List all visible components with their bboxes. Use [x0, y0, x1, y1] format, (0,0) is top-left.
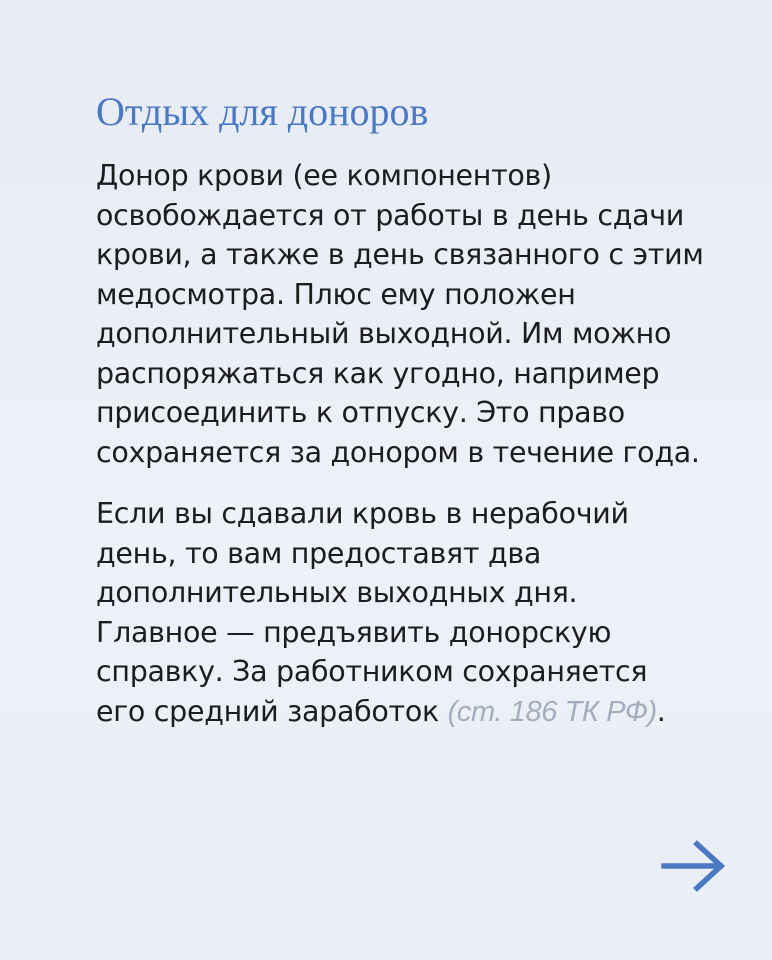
paragraph-1-line: дополнительный выходной. Им можно	[96, 317, 672, 350]
paragraph-2-line: справку. За работником сохраняется	[96, 655, 648, 688]
paragraph-1-line: освобождается от работы в день сдачи	[96, 198, 685, 232]
paragraph-2-last-line-text: его средний заработок	[96, 694, 448, 728]
paragraph-1-line: распоряжаться как угодно, например	[96, 356, 660, 390]
paragraph-2-line: Главное — предъявить донорскую	[96, 615, 612, 649]
paragraph-2-line: дополнительных выходных дня.	[96, 576, 578, 609]
paragraph-2-line: Если вы сдавали кровь в нерабочий	[96, 497, 629, 530]
slide-title: Отдых для доноров	[96, 89, 429, 134]
paragraph-2-last-line	[96, 692, 736, 733]
paragraph-2-end-period: .	[656, 694, 666, 728]
paragraph-1	[96, 156, 736, 472]
next-slide-button[interactable]	[656, 840, 730, 892]
paragraph-2	[96, 494, 736, 732]
law-reference: (ст. 186 ТК РФ)	[447, 695, 657, 728]
paragraph-2-line: день, то вам предоставят два	[96, 536, 542, 570]
arrow-right-icon	[656, 840, 730, 892]
paragraph-1-line: крови, а также в день связанного с этим	[96, 238, 704, 271]
paragraph-1-line: сохраняется за донором в течение года.	[96, 435, 700, 469]
paragraph-1-line: медосмотра. Плюс ему положен	[96, 277, 576, 311]
paragraph-1-line: Донор крови (ее компонентов)	[96, 159, 552, 192]
paragraph-1-line: присоединить к отпуску. Это право	[96, 396, 625, 429]
